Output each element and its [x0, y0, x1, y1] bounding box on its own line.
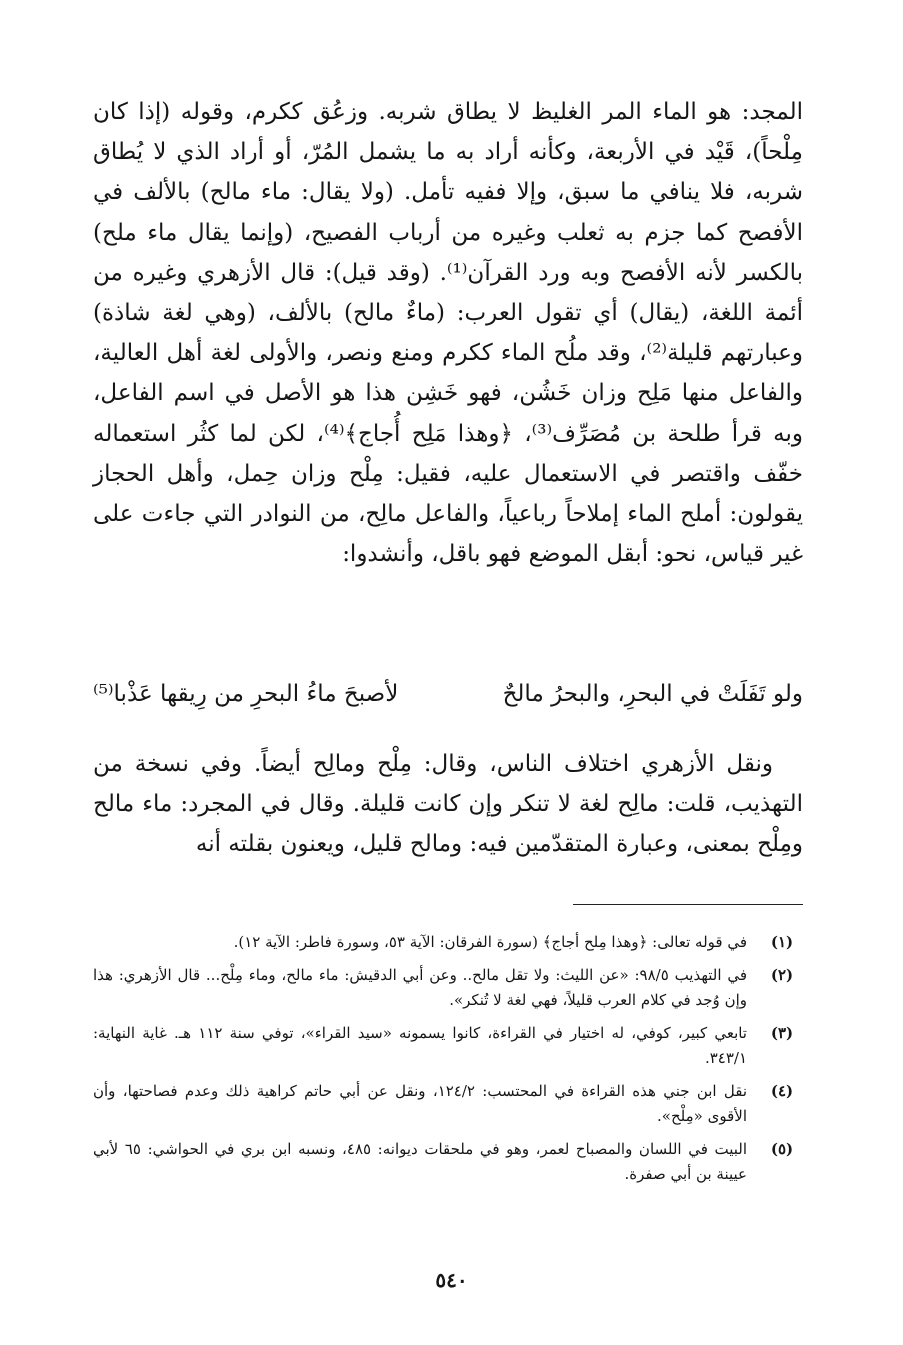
main-text: [93, 92, 803, 574]
footnote-separator: [573, 904, 803, 905]
footnote-2: [93, 963, 803, 1013]
footnotes: [93, 930, 803, 1195]
footnote-number: (٢): [770, 966, 794, 984]
poetry-verse: [93, 672, 803, 716]
footnote-number: (٤): [770, 1082, 794, 1100]
footnote-number: (٣): [770, 1024, 794, 1042]
footnote-5: [93, 1137, 803, 1187]
page-number: ٥٤٠: [435, 1268, 468, 1292]
footnote-text: البيت في اللسان والمصباح لعمر، وهو في ملحقات ديوانه: ٤٨٥، ونسبه ابن بري في الحواشي: ٦٥ لأبي عيينة بن أبي صفرة.: [93, 1140, 748, 1183]
footnote-number: (١): [770, 933, 794, 951]
footnote-4: [93, 1079, 803, 1129]
footnote-3: [93, 1021, 803, 1071]
footnote-number: (٥): [770, 1140, 794, 1158]
verse-first-hemistich: ولو تَفَلَتْ في البحرِ، والبحرُ مالحٌ: [502, 681, 803, 707]
footnote-text: في التهذيب ٩٨/٥: «عن الليث: ولا تقل مالح.. وعن أبي الدقيش: ماء مالح، وماء مِلْح... قال الأزهري: هذا وإن وُجد في كلام العرب قليلاً، فهي لغة لا تُنكر».: [93, 966, 747, 1009]
footnote-text: في قوله تعالى: ﴿وهذا مِلح أجاج﴾ (سورة الفرقان: الآية ٥٣، وسورة فاطر: الآية ١٢).: [233, 933, 747, 951]
verse-second-hemistich: لأصبحَ ماءُ البحرِ من رِيقها عَذْبا⁽⁵⁾: [93, 681, 399, 707]
paragraph-1: المجد: هو الماء المر الغليظ لا يطاق شربه. وزعُق ككرم، وقوله (إذا كان مِلْحاً)، قَيْد في الأربعة، وكأنه أراد به ما يشمل المُرّ، أو أراد الذي لا يُطاق شربه، فلا ينافي ما سبق، وإلا ففيه تأمل. (ولا يقال: ماء مالح) بالألف في الأفصح كما جزم به ثعلب وغيره من أرباب الفصيح، (وإنما يقال ماء ملح) بالكسر لأنه الأفصح وبه ورد القرآن⁽¹⁾. (وقد قيل): قال الأزهري وغيره من أئمة اللغة، (يقال) أي تقول العرب: (ماءٌ مالح) بالألف، (وهي لغة شاذة) وعبارتهم قليلة⁽²⁾، وقد ملُح الماء ككرم ومنع ونصر، والأولى لغة أهل العالية، والفاعل منها مَلِح وزان خَشُن، فهو خَشِن هذا هو الأصل في اسم الفاعل، وبه قرأ طلحة بن مُصَرِّف⁽³⁾، ﴿وهذا مَلِح أُجاج﴾⁽⁴⁾، لكن لما كثُر استعماله خفّف واقتصر في الاستعمال عليه، فقيل: مِلْح وزان حِمل، وأهل الحجاز يقولون: أملح الماء إملاحاً رباعياً، والفاعل مالِح، من النوادر التي جاءت على غير قياس، نحو: أبقل الموضع فهو باقل، وأنشدوا:: [93, 99, 804, 568]
footnote-1: [93, 930, 803, 955]
footnote-text: تابعي كبير، كوفي، له اختيار في القراءة، كانوا يسمونه «سيد القراء»، توفي سنة ١١٢ هـ. غاية النهاية: ٣٤٣/١.: [93, 1024, 747, 1067]
paragraph-2: ونقل الأزهري اختلاف الناس، وقال: مِلْح ومالِح أيضاً. وفي نسخة من التهذيب، قلت: مالِح لغة لا تنكر وإن كانت قليلة. وقال في المجرد: ماء مالح ومِلْح بمعنى، وعبارة المتقدّمين فيه: ومالح قليل، ويعنون بقلته أنه: [93, 751, 803, 858]
footnote-text: نقل ابن جني هذه القراءة في المحتسب: ١٢٤/٢، ونقل عن أبي حاتم كراهية ذلك وعدم فصاحتها، وأن الأقوى «مِلْح».: [93, 1082, 747, 1125]
